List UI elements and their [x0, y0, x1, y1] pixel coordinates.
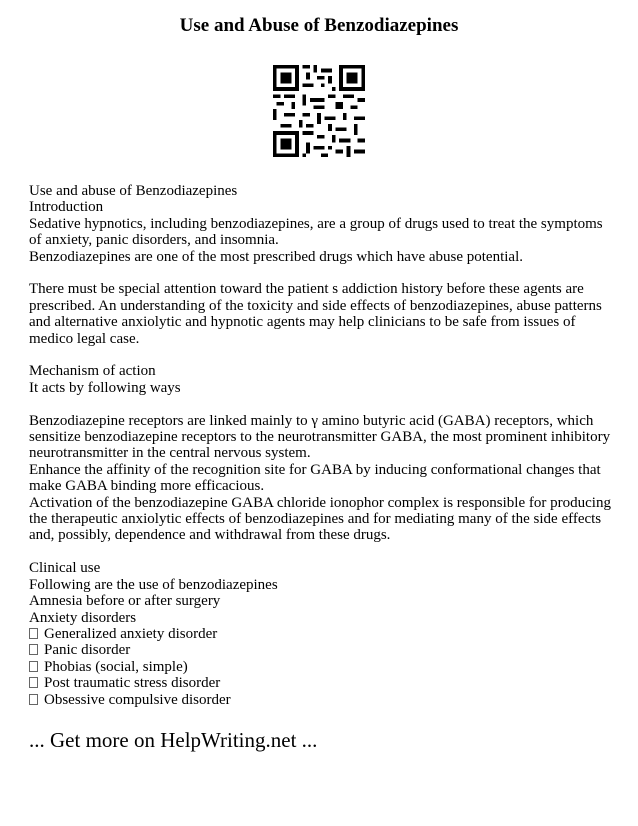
body-paragraph: Sedative hypnotics, including benzodiazepines, are a group of drugs used to treat the symptoms of anxiety, panic disorders, and insomnia. [29, 215, 603, 249]
document-body [29, 183, 614, 708]
document-title: Use and Abuse of Benzodiazepines [179, 15, 459, 36]
qr-code-icon [273, 65, 365, 157]
body-paragraph: Activation of the benzodiazepine GABA chloride ionophor complex is responsible for producing the therapeutic anxiolytic effects of benzodiazepines and for mediating many of the side effects and, possibly, dependence and withdrawal from these drugs. [29, 494, 611, 544]
section-heading-mechanism: Mechanism of action [29, 363, 156, 380]
body-line: Anxiety disorders [29, 609, 137, 626]
list-item [29, 675, 614, 691]
list-item-label: Post traumatic stress disorder [44, 675, 221, 692]
section-heading-clinical-use: Clinical use [29, 560, 101, 577]
bullet-box-icon [29, 694, 38, 705]
body-paragraph: Benzodiazepine receptors are linked mainly to γ amino butyric acid (GABA) receptors, which sensitize benzodiazepine receptors to the neurotransmitter GABA, the most prominent inhibitory neurotransmitter in the central nervous system. [29, 412, 611, 462]
list-item [29, 692, 614, 708]
bullet-box-icon [29, 677, 38, 688]
body-paragraph: Benzodiazepines are one of the most prescribed drugs which have abuse potential. [29, 248, 523, 265]
body-paragraph: Enhance the affinity of the recognition site for GABA by inducing conformational changes that make GABA binding more efficacious. [29, 461, 601, 495]
get-more-link[interactable]: ... Get more on HelpWriting.net ... [29, 728, 318, 752]
body-line: It acts by following ways [29, 379, 181, 396]
bullet-box-icon [29, 661, 38, 672]
body-line: Following are the use of benzodiazepines [29, 576, 278, 593]
body-paragraph: There must be special attention toward the patient s addiction history before these agents are prescribed. An understanding of the toxicity and side effects of benzodiazepines, abuse patterns and alternative anxiolytic and hypnotic agents may help clinicians to be safe from issues of medico legal case. [29, 281, 602, 347]
list-item-label: Panic disorder [44, 642, 131, 659]
list-item [29, 642, 614, 658]
list-item [29, 626, 614, 642]
list-item [29, 659, 614, 675]
bullet-box-icon [29, 628, 38, 639]
list-item-label: Generalized anxiety disorder [44, 625, 218, 642]
list-item-label: Phobias (social, simple) [44, 658, 188, 675]
body-line: Use and abuse of Benzodiazepines [29, 183, 238, 199]
list-item-label: Obsessive compulsive disorder [44, 691, 231, 708]
bullet-box-icon [29, 644, 38, 655]
body-line: Amnesia before or after surgery [29, 593, 221, 610]
section-heading-introduction: Introduction [29, 199, 104, 216]
